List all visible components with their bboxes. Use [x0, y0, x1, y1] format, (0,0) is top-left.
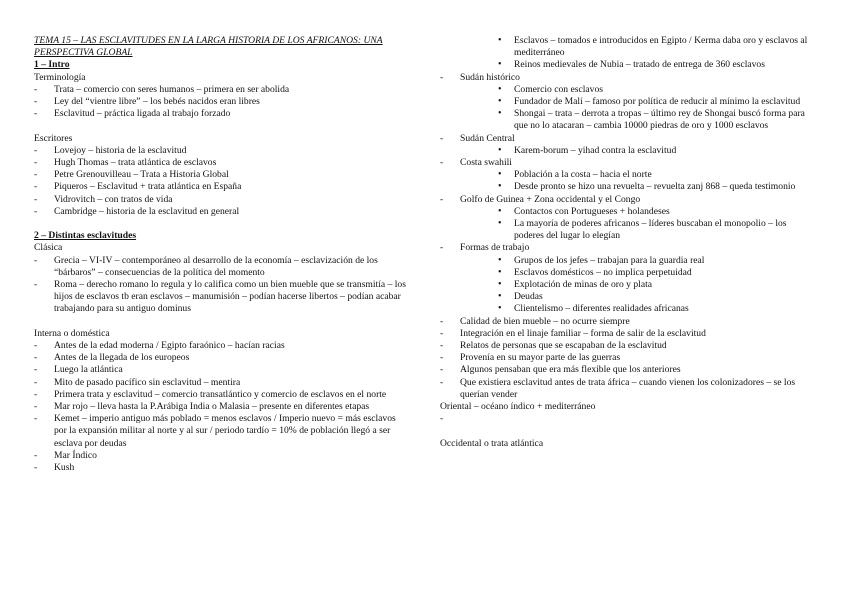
bullet-item: • Esclavos – tomados e introducidos en Egipto / Kerma daba oro y esclavos al mediterráneo — [440, 35, 812, 59]
bullet-item: • Clientelismo – diferentes realidades africanas — [440, 303, 812, 315]
clasica-heading: Clásica — [34, 242, 63, 254]
list-item: - Lovejoy – historia de la esclavitud — [34, 145, 406, 157]
list-item: - Mar rojo – lleva hasta la P.Arábiga India o Malasia – presente en diferentes etapas — [34, 401, 406, 413]
bullet-item: • Grupos de los jefes – trabajan para la guardia real — [440, 255, 812, 267]
list-item: - Cambridge – historia de la esclavitud en general — [34, 206, 406, 218]
list-item: - Formas de trabajo — [440, 242, 812, 254]
list-item: - Ley del “vientre libre” – los bebés nacidos eran libres — [34, 96, 406, 108]
bullet-item: • Karem-borum – yihad contra la esclavitud — [440, 145, 812, 157]
list-item: - Provenía en su mayor parte de las guerras — [440, 352, 812, 364]
section-esclavitudes-heading: 2 – Distintas esclavitudes — [34, 230, 137, 242]
bullet-item: • Desde pronto se hizo una revuelta – revuelta zanj 868 – queda testimonio — [440, 181, 812, 193]
list-item: - Piqueros – Esclavitud + trata atlántica en España — [34, 181, 406, 193]
list-item: - Costa swahili — [440, 157, 812, 169]
occidental-line: Occidental o trata atlántica — [440, 437, 544, 449]
bullet-item: • Shongai – trata – derrota a tropas – último rey de Shongai buscó forma para que no lo atacaran – cambia 10000 piedras de oro y 1000 esclavos — [440, 108, 812, 132]
empty-list-item — [440, 413, 812, 425]
list-item: - Roma – derecho romano lo regula y lo califica como un bien mueble que se transmitía – los hijos de esclavos tb eran esclavos – manumisión – podían hacerse libertos – podían acabar trabajando para su antiguo dominus — [34, 279, 406, 316]
document-title: TEMA 15 – LAS ESCLAVITUDES EN LA LARGA HISTORIA DE LOS AFRICANOS: UNA PERSPECTIVA GLOBAL — [34, 35, 383, 59]
list-item: - Petre Grenouvilleau – Trata a Historia Global — [34, 169, 406, 181]
escritores-heading: Escritores — [34, 132, 73, 144]
list-item: - Luego la atlántica — [34, 364, 406, 376]
bullet-item: • Reinos medievales de Nubia – tratado de entrega de 360 esclavos — [440, 59, 812, 71]
list-item: - Hugh Thomas – trata atlántica de esclavos — [34, 157, 406, 169]
list-item: - Kemet – imperio antiguo más poblado = menos esclavos / Imperio nuevo = más esclavos por la expansión militar al norte y al sur / periodo tardío = 10% de población llegó a ser esclava por deudas — [34, 413, 406, 450]
list-item: - Mito de pasado pacífico sin esclavitud – mentira — [34, 377, 406, 389]
list-item: - Vidrovitch – con tratos de vida — [34, 194, 406, 206]
bullet-item: • Explotación de minas de oro y plata — [440, 279, 812, 291]
bullet-item: • Deudas — [440, 291, 812, 303]
oriental-line: Oriental – océano índico + mediterráneo — [440, 401, 596, 413]
section-intro-heading: 1 – Intro — [34, 59, 70, 71]
list-item: - Mar Índico — [34, 450, 406, 462]
list-item: - Antes de la edad moderna / Egipto faraónico – hacían racias — [34, 340, 406, 352]
list-item: - Golfo de Guinea + Zona occidental y el Congo — [440, 194, 812, 206]
list-item: - Grecia – VI-IV – contemporáneo al desarrollo de la economía – esclavización de los “bárbaros” – consecuencias de la política del momento — [34, 255, 406, 279]
list-item: - Que existiera esclavitud antes de trata áfrica – cuando vienen los colonizadores – se los querían vender — [440, 377, 812, 401]
list-item: - Relatos de personas que se escapaban de la esclavitud — [440, 340, 812, 352]
interna-heading: Interna o doméstica — [34, 327, 110, 339]
list-item: - Integración en el linaje familiar – forma de salir de la esclavitud — [440, 328, 812, 340]
bullet-item: • La mayoría de poderes africanos – líderes buscaban el monopolio – los poderes del lugar lo elegían — [440, 218, 812, 242]
list-item: - Esclavitud – práctica ligada al trabajo forzado — [34, 108, 406, 120]
list-item: - Antes de la llegada de los europeos — [34, 352, 406, 364]
list-item: - Algunos pensaban que era más flexible que los anteriores — [440, 364, 812, 376]
list-item: - Sudán Central — [440, 133, 812, 145]
list-item: - Trata – comercio con seres humanos – primera en ser abolida — [34, 84, 406, 96]
list-item: - Calidad de bien mueble – no ocurre siempre — [440, 316, 812, 328]
bullet-item: • Contactos con Portugueses + holandeses — [440, 206, 812, 218]
terminologia-heading: Terminología — [34, 71, 86, 83]
bullet-item: • Comercio con esclavos — [440, 84, 812, 96]
list-item: - Sudán histórico — [440, 72, 812, 84]
left-column — [34, 35, 406, 474]
bullet-item: • Población a la costa – hacia el norte — [440, 169, 812, 181]
bullet-item: • Fundador de Malí – famoso por política de reducir al mínimo la esclavitud — [440, 96, 812, 108]
list-item: - Kush — [34, 462, 406, 474]
bullet-item: • Esclavos domésticos – no implica perpetuidad — [440, 267, 812, 279]
list-item: - Primera trata y esclavitud – comercio transatlántico y comercio de esclavos en el norte — [34, 389, 406, 401]
right-column — [440, 35, 812, 450]
